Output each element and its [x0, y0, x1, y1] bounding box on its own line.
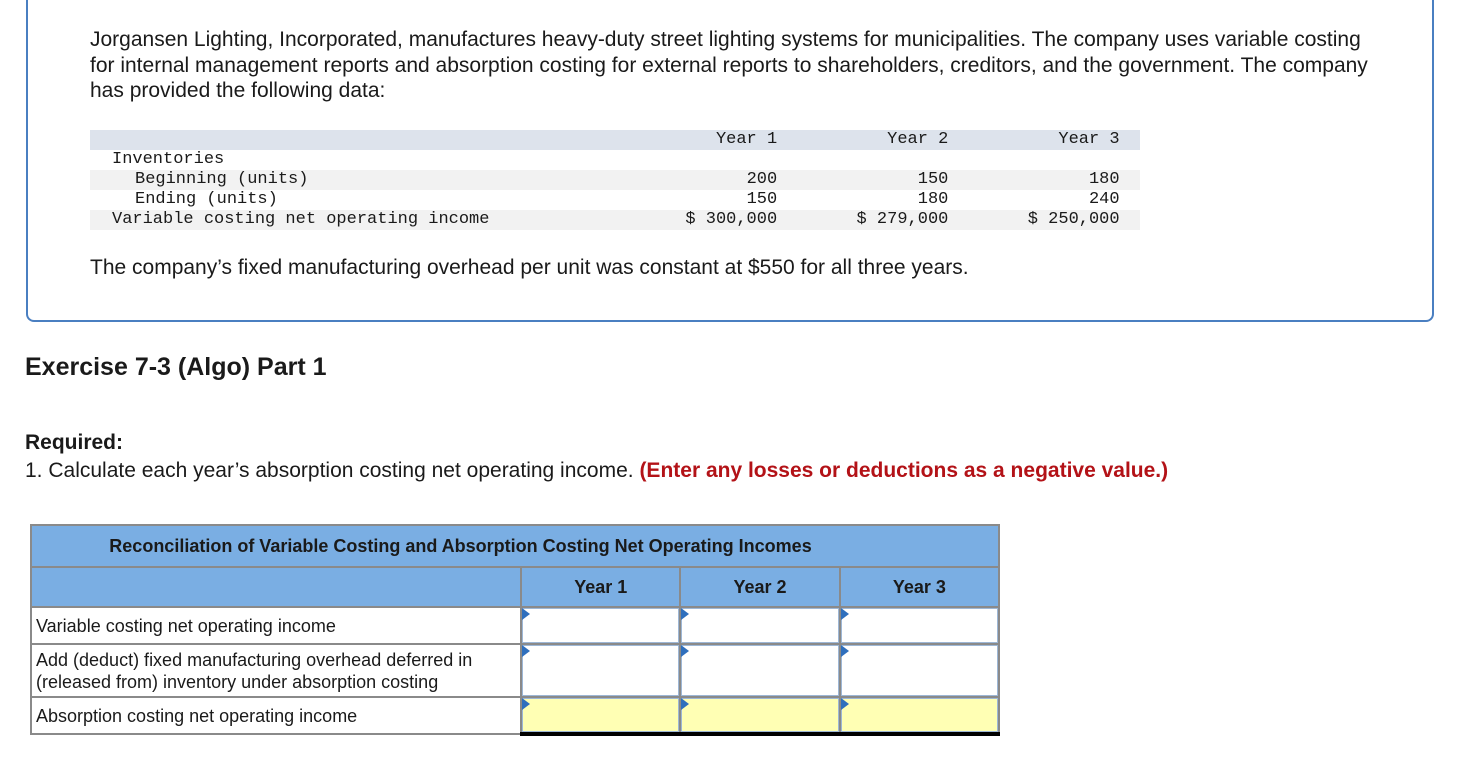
vc-income-year-3-input[interactable]: [841, 608, 998, 643]
inventories-label: Inventories: [112, 150, 225, 169]
recon-row-vc-income: [31, 607, 999, 644]
recon-header-year-1: Year 1: [521, 567, 680, 607]
given-header-year-3: Year 3: [1058, 130, 1120, 149]
given-data-header-blank: [90, 130, 683, 150]
required-note: (Enter any losses or deductions as a negative value.): [639, 459, 1169, 482]
part-title: Exercise 7-3 (Algo) Part 1: [25, 353, 327, 381]
required-question: 1. Calculate each year’s absorption costing net operating income.: [25, 459, 634, 482]
input-flag-icon: [681, 608, 689, 620]
input-flag-icon: [522, 608, 530, 620]
ending-units-row: [90, 190, 1140, 210]
vc-income-label: Variable costing net operating income: [112, 210, 490, 229]
vc-income-row: [90, 210, 1140, 230]
input-flag-icon: [841, 608, 849, 620]
given-data-table: [90, 130, 1140, 230]
input-flag-icon: [841, 645, 849, 657]
ending-units-year-3: 240: [1088, 190, 1120, 209]
fixed-overhead-note: The company’s fixed manufacturing overhead per unit was constant at $550 for all three years.: [90, 256, 969, 279]
problem-intro: Jorgansen Lighting, Incorporated, manufactures heavy-duty street lighting systems for municipalities. The company uses variable costing for internal management reports and absorption costing for external reports to shareholders, creditors, and the government. The company has provided the following data:: [90, 28, 1368, 102]
ac-income-year-1-input[interactable]: [522, 698, 679, 732]
recon-header-year-3: Year 3: [840, 567, 999, 607]
vc-income-year-3: $ 250,000: [1027, 210, 1120, 229]
fmoh-adjustment-year-1-input[interactable]: [522, 645, 679, 696]
input-flag-icon: [522, 698, 530, 710]
recon-header-blank: [31, 567, 521, 607]
reconciliation-table: [30, 524, 1000, 736]
beginning-units-row: [90, 170, 1140, 190]
recon-label-ac-income: Absorption costing net operating income: [31, 697, 521, 734]
beginning-units-year-3: 180: [1088, 170, 1120, 189]
recon-row-ac-income: [31, 697, 999, 734]
ending-units-label: Ending (units): [135, 190, 278, 209]
inventories-row: [90, 150, 1140, 170]
input-flag-icon: [681, 698, 689, 710]
fmoh-adjustment-year-2-input[interactable]: [681, 645, 838, 696]
vc-income-year-2: $ 279,000: [856, 210, 949, 229]
input-flag-icon: [522, 645, 530, 657]
recon-title-row: [31, 525, 999, 567]
vc-income-year-1: $ 300,000: [685, 210, 778, 229]
vc-income-year-1-input[interactable]: [522, 608, 679, 643]
recon-header-year-2: Year 2: [680, 567, 839, 607]
recon-title: Reconciliation of Variable Costing and Absorption Costing Net Operating Incomes: [31, 525, 999, 567]
ending-units-year-1: 150: [746, 190, 778, 209]
required-instruction: [25, 459, 1168, 483]
recon-row-fmoh-adjustment: [31, 644, 999, 697]
given-header-year-2: Year 2: [887, 130, 949, 149]
beginning-units-year-1: 200: [746, 170, 778, 189]
given-data-header-row: [90, 130, 1140, 150]
ac-income-year-2-input[interactable]: [681, 698, 838, 732]
beginning-units-year-2: 150: [917, 170, 949, 189]
ac-income-year-3-input[interactable]: [841, 698, 998, 732]
recon-column-header-row: [31, 567, 999, 607]
recon-label-vc-income: Variable costing net operating income: [31, 607, 521, 644]
beginning-units-label: Beginning (units): [135, 170, 309, 189]
recon-label-fmoh-adjustment: Add (deduct) fixed manufacturing overhead deferred in (released from) inventory under absorption costing: [31, 644, 521, 697]
given-header-year-1: Year 1: [715, 130, 778, 149]
required-heading: Required:: [25, 431, 124, 454]
vc-income-year-2-input[interactable]: [681, 608, 838, 643]
input-flag-icon: [841, 698, 849, 710]
fmoh-adjustment-year-3-input[interactable]: [841, 645, 998, 696]
input-flag-icon: [681, 645, 689, 657]
ending-units-year-2: 180: [917, 190, 949, 209]
